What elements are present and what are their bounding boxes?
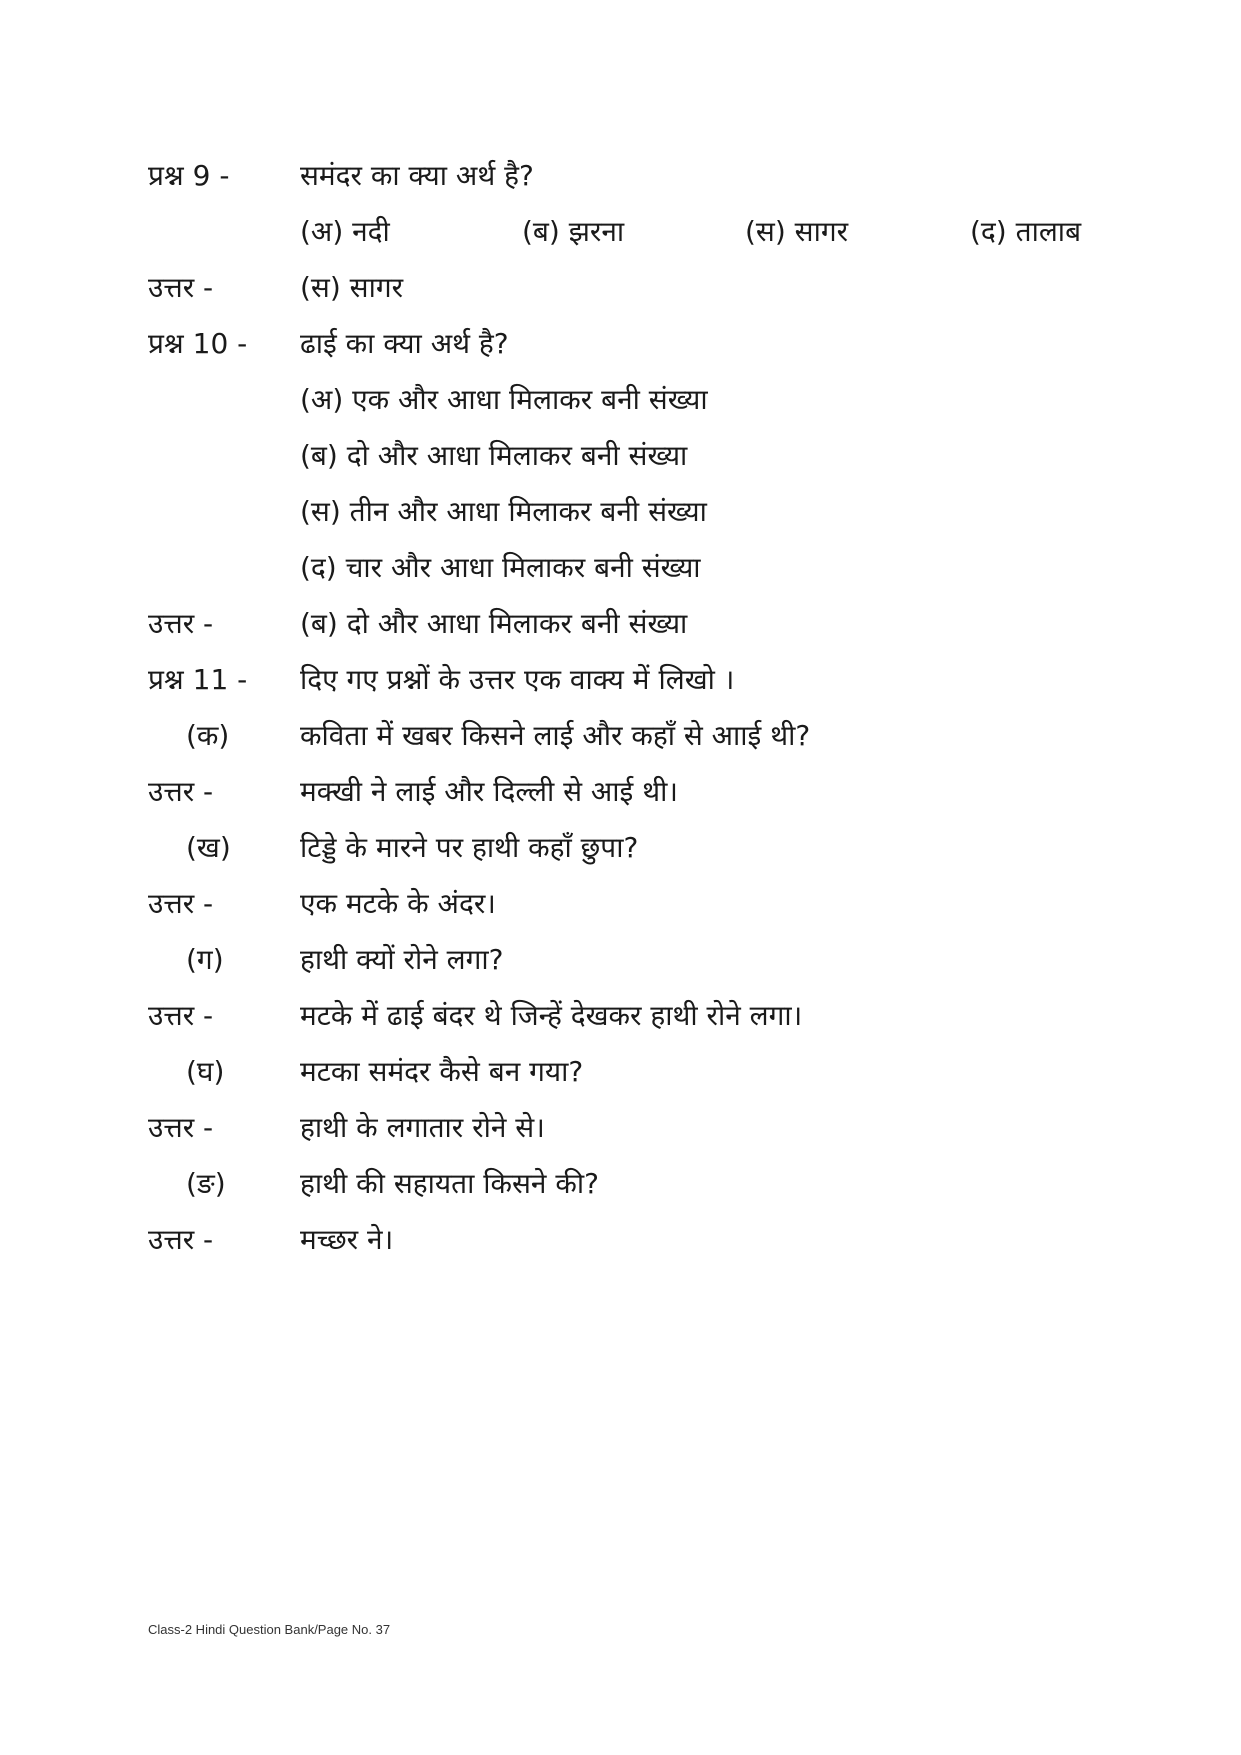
q10-option-d: (द) चार और आधा मिलाकर बनी संख्या <box>300 551 701 584</box>
q11-item-question: टिड्डे के मारने पर हाथी कहाँ छुपा? <box>300 831 639 864</box>
q10-option-b-row <box>0 428 1241 484</box>
q10-option-a-row <box>0 372 1241 428</box>
q11-item-nga <box>0 1156 1241 1212</box>
q10-answer-label: उत्तर - <box>148 607 214 640</box>
q11-item-gha <box>0 1044 1241 1100</box>
q11-answer-label: उत्तर - <box>148 1111 214 1144</box>
q10-answer-row <box>0 596 1241 652</box>
q10-option-a: (अ) एक और आधा मिलाकर बनी संख्या <box>300 383 708 416</box>
q11-answer-ga <box>0 988 1241 1044</box>
q11-label: प्रश्न 11 - <box>148 663 248 696</box>
q11-answer-text: मटके में ढाई बंदर थे जिन्हें देखकर हाथी रोने लगा। <box>300 999 803 1032</box>
q11-answer-text: हाथी के लगातार रोने से। <box>300 1111 545 1144</box>
q9-option-b: (ब) झरना <box>522 215 625 248</box>
q11-item-ga <box>0 932 1241 988</box>
q11-item-label: (घ) <box>186 1055 225 1088</box>
q11-answer-text: एक मटके के अंदर। <box>300 887 496 920</box>
q11-item-question: हाथी क्यों रोने लगा? <box>300 943 504 976</box>
q11-answer-label: उत्तर - <box>148 1223 214 1256</box>
q10-row <box>0 316 1241 372</box>
q10-option-c: (स) तीन और आधा मिलाकर बनी संख्या <box>300 495 707 528</box>
q11-item-label: (ग) <box>186 943 224 976</box>
q10-label: प्रश्न 10 - <box>148 327 248 360</box>
q11-item-label: (ख) <box>186 831 231 864</box>
q9-answer-row <box>0 260 1241 316</box>
q11-answer-label: उत्तर - <box>148 887 214 920</box>
q10-option-b: (ब) दो और आधा मिलाकर बनी संख्या <box>300 439 688 472</box>
page-footer: Class-2 Hindi Question Bank/Page No. 37 <box>148 1622 391 1637</box>
q10-answer: (ब) दो और आधा मिलाकर बनी संख्या <box>300 607 688 640</box>
q9-row <box>0 148 1241 204</box>
q10-option-c-row <box>0 484 1241 540</box>
q11-answer-label: उत्तर - <box>148 999 214 1032</box>
q9-text: समंदर का क्या अर्थ है? <box>300 159 534 192</box>
q11-answer-nga <box>0 1212 1241 1268</box>
q11-answer-label: उत्तर - <box>148 775 214 808</box>
q11-item-kha <box>0 820 1241 876</box>
q11-item-question: कविता में खबर किसने लाई और कहाँ से आाई थी? <box>300 719 811 752</box>
q11-row <box>0 652 1241 708</box>
q11-item-label: (ङ) <box>186 1167 226 1200</box>
q11-text: दिए गए प्रश्नों के उत्तर एक वाक्य में लिखो । <box>300 663 735 696</box>
q11-answer-ka <box>0 764 1241 820</box>
q9-option-d: (द) तालाब <box>970 215 1082 248</box>
q10-option-d-row <box>0 540 1241 596</box>
q11-answer-text: मच्छर ने। <box>300 1223 394 1256</box>
q11-item-ka <box>0 708 1241 764</box>
q11-item-question: हाथी की सहायता किसने की? <box>300 1167 599 1200</box>
q9-label: प्रश्न 9 - <box>148 159 230 192</box>
q11-answer-gha <box>0 1100 1241 1156</box>
q11-answer-kha <box>0 876 1241 932</box>
q9-answer: (स) सागर <box>300 271 404 304</box>
q11-item-label: (क) <box>186 719 230 752</box>
q11-item-question: मटका समंदर कैसे बन गया? <box>300 1055 584 1088</box>
q9-options <box>0 204 1241 260</box>
q10-text: ढाई का क्या अर्थ है? <box>300 327 509 360</box>
q11-answer-text: मक्खी ने लाई और दिल्ली से आई थी। <box>300 775 678 808</box>
q9-option-a: (अ) नदी <box>300 215 390 248</box>
q9-option-c: (स) सागर <box>745 215 849 248</box>
q9-answer-label: उत्तर - <box>148 271 214 304</box>
